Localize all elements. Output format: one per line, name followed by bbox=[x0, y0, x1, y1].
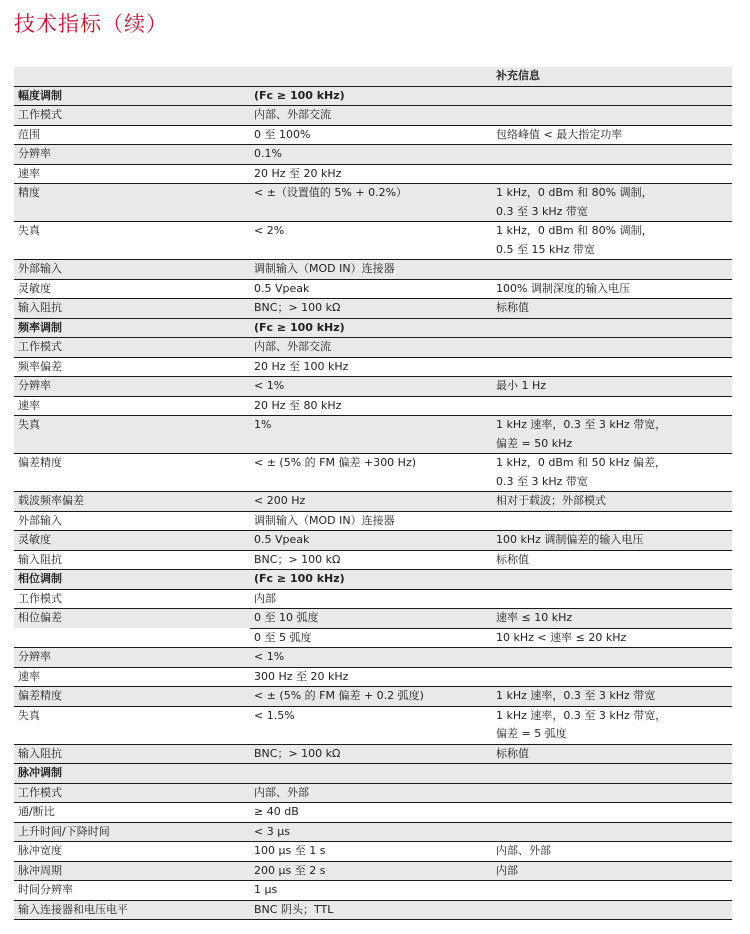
table-row bbox=[14, 511, 732, 531]
note-cell bbox=[492, 338, 732, 358]
note-cell bbox=[492, 589, 732, 609]
value-cell: 200 µs 至 2 s bbox=[250, 861, 492, 881]
value-cell: 20 Hz 至 20 kHz bbox=[250, 164, 492, 184]
parameter-cell: 输入阻抗 bbox=[14, 299, 250, 319]
table-row bbox=[14, 184, 732, 222]
header-col-1 bbox=[14, 67, 250, 86]
table-row bbox=[14, 164, 732, 184]
parameter-cell: 工作模式 bbox=[14, 338, 250, 358]
table-row bbox=[14, 396, 732, 416]
parameter-cell: 精度 bbox=[14, 184, 250, 222]
value-cell: 20 Hz 至 100 kHz bbox=[250, 357, 492, 377]
note-cell bbox=[492, 357, 732, 377]
value-cell: < 1.5% bbox=[250, 706, 492, 744]
header-col-2 bbox=[250, 67, 492, 86]
value-cell: (Fc ≥ 100 kHz) bbox=[250, 570, 492, 590]
value-cell: < 1% bbox=[250, 648, 492, 668]
table-row bbox=[14, 299, 732, 319]
value-cell: 0 至 5 弧度 bbox=[250, 628, 492, 648]
note-cell: 标称值 bbox=[492, 744, 732, 764]
table-row bbox=[14, 803, 732, 823]
value-cell: BNC；> 100 kΩ bbox=[250, 550, 492, 570]
value-cell: < ± (5% 的 FM 偏差 + 0.2 弧度) bbox=[250, 687, 492, 707]
section-header-row bbox=[14, 764, 732, 784]
note-cell bbox=[492, 648, 732, 668]
table-row bbox=[14, 377, 732, 397]
value-cell: < 2% bbox=[250, 222, 492, 260]
value-cell: 0 至 100% bbox=[250, 125, 492, 145]
table-row bbox=[14, 222, 732, 260]
value-cell: 0.1% bbox=[250, 145, 492, 165]
parameter-cell: 灵敏度 bbox=[14, 531, 250, 551]
note-cell bbox=[492, 260, 732, 280]
parameter-cell: 速率 bbox=[14, 164, 250, 184]
parameter-cell: 时间分辨率 bbox=[14, 881, 250, 901]
table-row bbox=[14, 628, 732, 648]
parameter-cell: 脉冲宽度 bbox=[14, 842, 250, 862]
note-cell: 1 kHz 速率，0.3 至 3 kHz 带宽 bbox=[492, 687, 732, 707]
parameter-cell: 灵敏度 bbox=[14, 279, 250, 299]
table-row bbox=[14, 900, 732, 920]
table-row bbox=[14, 667, 732, 687]
note-cell: 标称值 bbox=[492, 299, 732, 319]
parameter-cell: 分辨率 bbox=[14, 377, 250, 397]
table-row bbox=[14, 842, 732, 862]
header-supplementary-info: 补充信息 bbox=[492, 67, 732, 86]
table-header-row bbox=[14, 67, 732, 86]
table-row bbox=[14, 531, 732, 551]
parameter-cell: 频率调制 bbox=[14, 318, 250, 338]
note-cell: 1 kHz 速率，0.3 至 3 kHz 带宽， 偏差 = 50 kHz bbox=[492, 416, 732, 454]
parameter-cell: 失真 bbox=[14, 416, 250, 454]
parameter-cell: 外部输入 bbox=[14, 511, 250, 531]
parameter-cell: 载波频率偏差 bbox=[14, 492, 250, 512]
parameter-cell: 输入连接器和电压电平 bbox=[14, 900, 250, 920]
parameter-cell: 工作模式 bbox=[14, 589, 250, 609]
value-cell: ≥ 40 dB bbox=[250, 803, 492, 823]
value-cell: < 3 µs bbox=[250, 822, 492, 842]
value-cell: (Fc ≥ 100 kHz) bbox=[250, 86, 492, 106]
value-cell: 调制输入（MOD IN）连接器 bbox=[250, 260, 492, 280]
parameter-cell: 相位调制 bbox=[14, 570, 250, 590]
value-cell: 0.5 Vpeak bbox=[250, 279, 492, 299]
note-cell bbox=[492, 145, 732, 165]
note-cell: 速率 ≤ 10 kHz bbox=[492, 609, 732, 629]
value-cell: 1 µs bbox=[250, 881, 492, 901]
parameter-cell: 分辨率 bbox=[14, 648, 250, 668]
table-row bbox=[14, 145, 732, 165]
section-header-row bbox=[14, 570, 732, 590]
note-cell bbox=[492, 164, 732, 184]
parameter-cell: 偏差精度 bbox=[14, 687, 250, 707]
value-cell: 调制输入（MOD IN）连接器 bbox=[250, 511, 492, 531]
parameter-cell: 幅度调制 bbox=[14, 86, 250, 106]
value-cell: 100 µs 至 1 s bbox=[250, 842, 492, 862]
parameter-cell: 相位偏差 bbox=[14, 609, 250, 629]
table-row bbox=[14, 416, 732, 454]
value-cell: < ±（设置值的 5% + 0.2%） bbox=[250, 184, 492, 222]
note-cell bbox=[492, 822, 732, 842]
value-cell: 0.5 Vpeak bbox=[250, 531, 492, 551]
parameter-cell: 输入阻抗 bbox=[14, 744, 250, 764]
parameter-cell: 速率 bbox=[14, 667, 250, 687]
section-header-row bbox=[14, 86, 732, 106]
value-cell: < 1% bbox=[250, 377, 492, 397]
value-cell: BNC；> 100 kΩ bbox=[250, 299, 492, 319]
table-row bbox=[14, 106, 732, 126]
parameter-cell: 范围 bbox=[14, 125, 250, 145]
note-cell bbox=[492, 803, 732, 823]
note-cell bbox=[492, 783, 732, 803]
table-row bbox=[14, 260, 732, 280]
value-cell: 20 Hz 至 80 kHz bbox=[250, 396, 492, 416]
value-cell: BNC；> 100 kΩ bbox=[250, 744, 492, 764]
parameter-cell: 外部输入 bbox=[14, 260, 250, 280]
note-cell bbox=[492, 318, 732, 338]
table-row bbox=[14, 687, 732, 707]
value-cell: 内部 bbox=[250, 589, 492, 609]
parameter-cell: 偏差精度 bbox=[14, 454, 250, 492]
note-cell: 100% 调制深度的输入电压 bbox=[492, 279, 732, 299]
note-cell bbox=[492, 570, 732, 590]
parameter-cell: 脉冲周期 bbox=[14, 861, 250, 881]
table-row bbox=[14, 881, 732, 901]
value-cell: BNC 阴头；TTL bbox=[250, 900, 492, 920]
note-cell bbox=[492, 511, 732, 531]
parameter-cell: 工作模式 bbox=[14, 106, 250, 126]
parameter-cell: 通/断比 bbox=[14, 803, 250, 823]
value-cell: 内部、外部 bbox=[250, 783, 492, 803]
note-cell bbox=[492, 396, 732, 416]
table-row bbox=[14, 822, 732, 842]
note-cell: 标称值 bbox=[492, 550, 732, 570]
note-cell bbox=[492, 86, 732, 106]
value-cell: (Fc ≥ 100 kHz) bbox=[250, 318, 492, 338]
note-cell: 1 kHz，0 dBm 和 80% 调制， 0.5 至 15 kHz 带宽 bbox=[492, 222, 732, 260]
note-cell: 内部 bbox=[492, 861, 732, 881]
section-header-row bbox=[14, 318, 732, 338]
table-row bbox=[14, 550, 732, 570]
value-cell: 内部、外部交流 bbox=[250, 338, 492, 358]
value-cell: 0 至 10 弧度 bbox=[250, 609, 492, 629]
parameter-cell: 输入阻抗 bbox=[14, 550, 250, 570]
parameter-cell: 脉冲调制 bbox=[14, 764, 250, 784]
note-cell bbox=[492, 900, 732, 920]
parameter-cell: 分辨率 bbox=[14, 145, 250, 165]
table-row bbox=[14, 783, 732, 803]
note-cell: 最小 1 Hz bbox=[492, 377, 732, 397]
note-cell: 相对于载波；外部模式 bbox=[492, 492, 732, 512]
parameter-cell: 上升时间/下降时间 bbox=[14, 822, 250, 842]
value-cell: < ± (5% 的 FM 偏差 +300 Hz) bbox=[250, 454, 492, 492]
parameter-cell: 工作模式 bbox=[14, 783, 250, 803]
table-row bbox=[14, 279, 732, 299]
parameter-cell: 失真 bbox=[14, 706, 250, 744]
value-cell: 内部、外部交流 bbox=[250, 106, 492, 126]
note-cell bbox=[492, 667, 732, 687]
table-row bbox=[14, 609, 732, 629]
note-cell: 1 kHz，0 dBm 和 50 kHz 偏差， 0.3 至 3 kHz 带宽 bbox=[492, 454, 732, 492]
note-cell bbox=[492, 106, 732, 126]
spec-table bbox=[14, 67, 732, 920]
table-row bbox=[14, 648, 732, 668]
parameter-cell: 速率 bbox=[14, 396, 250, 416]
note-cell: 内部、外部 bbox=[492, 842, 732, 862]
table-row bbox=[14, 589, 732, 609]
value-cell bbox=[250, 764, 492, 784]
table-row bbox=[14, 338, 732, 358]
table-row bbox=[14, 744, 732, 764]
value-cell: < 200 Hz bbox=[250, 492, 492, 512]
value-cell: 1% bbox=[250, 416, 492, 454]
parameter-cell bbox=[14, 628, 250, 648]
note-cell: 包络峰值 < 最大指定功率 bbox=[492, 125, 732, 145]
table-row bbox=[14, 706, 732, 744]
table-row bbox=[14, 357, 732, 377]
note-cell bbox=[492, 881, 732, 901]
table-row bbox=[14, 125, 732, 145]
note-cell bbox=[492, 764, 732, 784]
table-row bbox=[14, 492, 732, 512]
note-cell: 1 kHz，0 dBm 和 80% 调制， 0.3 至 3 kHz 带宽 bbox=[492, 184, 732, 222]
note-cell: 100 kHz 调制偏差的输入电压 bbox=[492, 531, 732, 551]
page-title: 技术指标（续） bbox=[14, 12, 168, 36]
table-row bbox=[14, 861, 732, 881]
note-cell: 1 kHz 速率，0.3 至 3 kHz 带宽， 偏差 = 5 弧度 bbox=[492, 706, 732, 744]
parameter-cell: 频率偏差 bbox=[14, 357, 250, 377]
parameter-cell: 失真 bbox=[14, 222, 250, 260]
table-row bbox=[14, 454, 732, 492]
note-cell: 10 kHz < 速率 ≤ 20 kHz bbox=[492, 628, 732, 648]
value-cell: 300 Hz 至 20 kHz bbox=[250, 667, 492, 687]
